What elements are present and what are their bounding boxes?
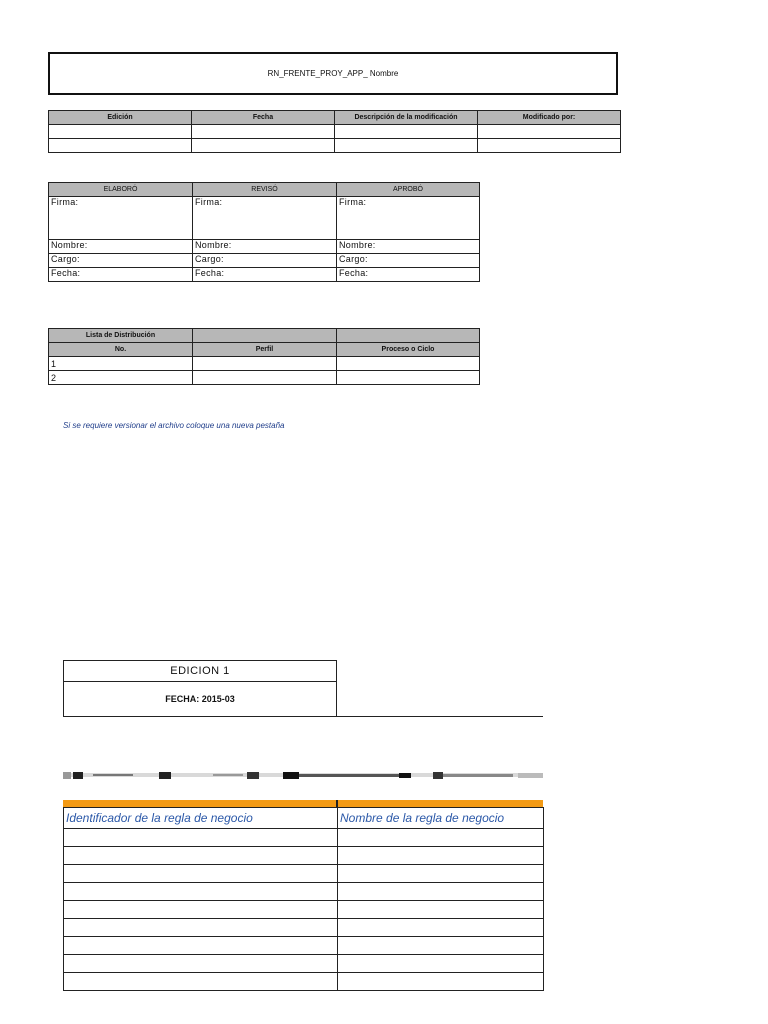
table-cell[interactable]	[193, 371, 337, 385]
nombre-elaboro[interactable]: Nombre:	[49, 240, 193, 254]
table-row	[64, 865, 544, 883]
table-cell[interactable]	[338, 865, 544, 883]
fecha-elaboro[interactable]: Fecha:	[49, 268, 193, 282]
revision-col-modificado: Modificado por:	[478, 111, 621, 125]
table-cell[interactable]	[49, 125, 192, 139]
table-cell[interactable]	[64, 847, 338, 865]
col-reviso: REVISÓ	[193, 183, 337, 197]
table-cell[interactable]	[193, 357, 337, 371]
table-cell[interactable]	[338, 955, 544, 973]
table-row	[64, 919, 544, 937]
table-cell[interactable]	[64, 829, 338, 847]
firma-row	[49, 197, 480, 240]
document-title-box	[48, 52, 618, 95]
table-cell[interactable]	[338, 829, 544, 847]
col-rule-id: Identificador de la regla de negocio	[64, 808, 338, 829]
table-row	[64, 937, 544, 955]
distribution-table	[48, 328, 480, 385]
cargo-row	[49, 254, 480, 268]
distribution-title-row	[49, 329, 480, 343]
business-rules-table	[63, 807, 544, 991]
table-cell[interactable]	[338, 901, 544, 919]
table-cell[interactable]	[64, 973, 338, 991]
firma-elaboro[interactable]: Firma:	[49, 197, 193, 240]
table-cell[interactable]	[64, 919, 338, 937]
table-cell[interactable]	[335, 139, 478, 153]
fecha-row	[49, 268, 480, 282]
firma-aprobo[interactable]: Firma:	[337, 197, 480, 240]
table-cell[interactable]	[338, 919, 544, 937]
table-cell[interactable]: 2	[49, 371, 193, 385]
document-title: RN_FRENTE_PROY_APP_ Nombre	[267, 69, 399, 78]
table-cell[interactable]	[64, 883, 338, 901]
edition-title: EDICION 1	[64, 661, 337, 682]
version-note: Si se requiere versionar el archivo coloque una nueva pestaña	[63, 421, 285, 430]
revision-col-edicion: Edición	[49, 111, 192, 125]
table-cell[interactable]	[337, 371, 480, 385]
table-cell[interactable]: 1	[49, 357, 193, 371]
table-cell[interactable]	[49, 139, 192, 153]
table-cell[interactable]	[338, 973, 544, 991]
col-proceso: Proceso o Ciclo	[337, 343, 480, 357]
fecha-reviso[interactable]: Fecha:	[193, 268, 337, 282]
table-cell[interactable]	[478, 139, 621, 153]
table-cell[interactable]	[64, 937, 338, 955]
revision-col-fecha: Fecha	[192, 111, 335, 125]
cargo-elaboro[interactable]: Cargo:	[49, 254, 193, 268]
garbled-header-strip	[63, 771, 543, 780]
revision-header-row	[49, 111, 621, 125]
distribution-title: Lista de Distribución	[49, 329, 193, 343]
table-cell[interactable]	[64, 955, 338, 973]
table-cell[interactable]	[337, 357, 480, 371]
firma-reviso[interactable]: Firma:	[193, 197, 337, 240]
signature-header-row	[49, 183, 480, 197]
nombre-reviso[interactable]: Nombre:	[193, 240, 337, 254]
table-cell[interactable]	[64, 901, 338, 919]
cargo-reviso[interactable]: Cargo:	[193, 254, 337, 268]
cargo-aprobo[interactable]: Cargo:	[337, 254, 480, 268]
table-row	[64, 901, 544, 919]
nombre-aprobo[interactable]: Nombre:	[337, 240, 480, 254]
edition-date: FECHA: 2015-03	[64, 682, 337, 717]
fecha-aprobo[interactable]: Fecha:	[337, 268, 480, 282]
table-row	[64, 883, 544, 901]
table-cell[interactable]	[338, 847, 544, 865]
edition-underline	[337, 716, 543, 717]
signature-table	[48, 182, 480, 282]
table-cell[interactable]	[192, 125, 335, 139]
orange-header-bar	[63, 800, 543, 807]
table-cell[interactable]	[335, 125, 478, 139]
revision-table	[48, 110, 621, 153]
table-row	[64, 829, 544, 847]
table-row	[64, 955, 544, 973]
col-aprobo: APROBÓ	[337, 183, 480, 197]
edition-title-row	[64, 661, 337, 682]
col-elaboro: ELABORÓ	[49, 183, 193, 197]
table-row	[64, 847, 544, 865]
table-row	[49, 357, 480, 371]
revision-col-descripcion: Descripción de la modificación	[335, 111, 478, 125]
table-row	[49, 371, 480, 385]
table-row	[49, 139, 621, 153]
table-cell[interactable]	[338, 883, 544, 901]
distribution-title-blank	[337, 329, 480, 343]
table-cell[interactable]	[64, 865, 338, 883]
orange-bar-divider	[336, 800, 338, 807]
table-cell[interactable]	[338, 937, 544, 955]
nombre-row	[49, 240, 480, 254]
table-cell[interactable]	[478, 125, 621, 139]
col-perfil: Perfil	[193, 343, 337, 357]
distribution-header-row	[49, 343, 480, 357]
edition-date-row	[64, 682, 337, 717]
table-cell[interactable]	[192, 139, 335, 153]
edition-box	[63, 660, 337, 717]
rules-header-row	[64, 808, 544, 829]
distribution-title-blank	[193, 329, 337, 343]
col-rule-name: Nombre de la regla de negocio	[338, 808, 544, 829]
table-row	[49, 125, 621, 139]
col-no: No.	[49, 343, 193, 357]
table-row	[64, 973, 544, 991]
rules-body	[64, 829, 544, 991]
